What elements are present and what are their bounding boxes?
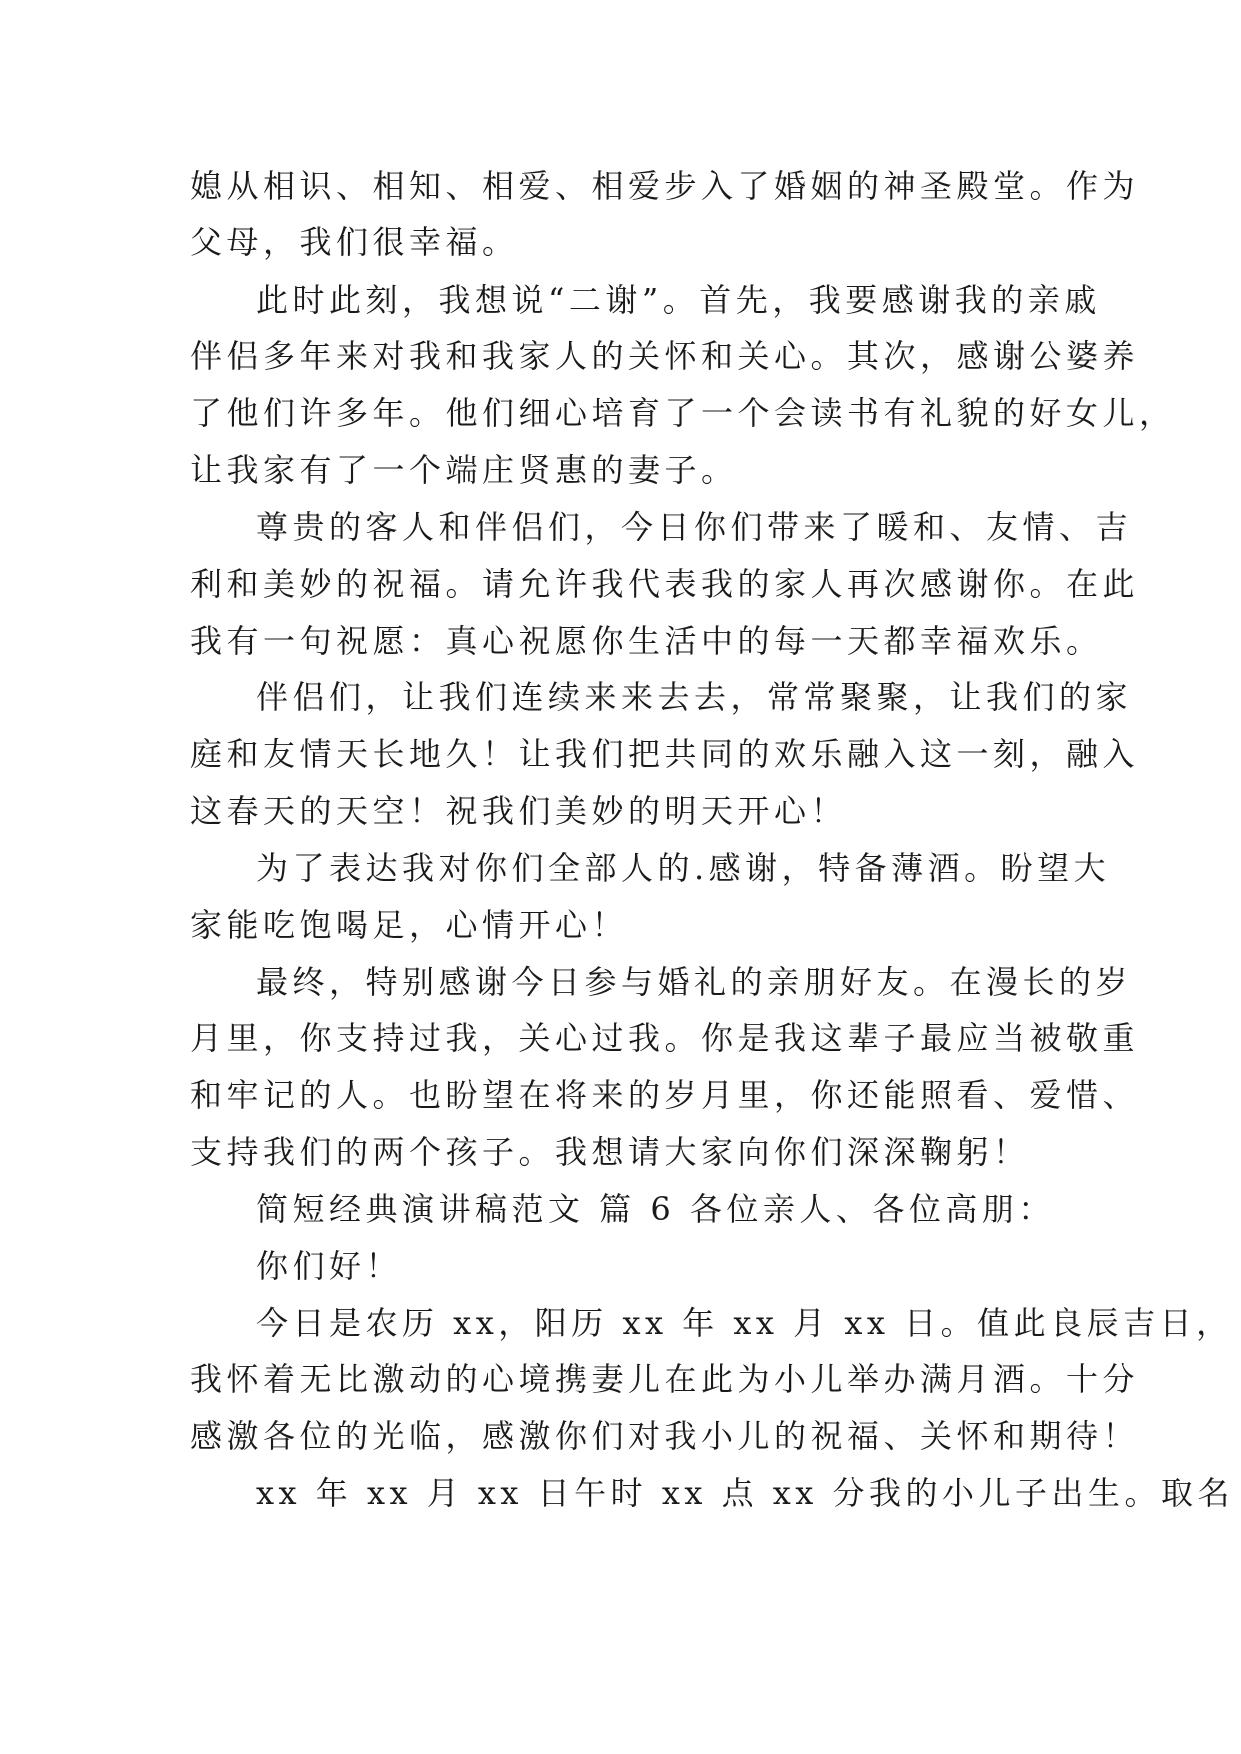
section-heading: 简短经典演讲稿范文 篇 6 各位亲人、各位高朋： xyxy=(256,1190,1055,1228)
text-line: 利和美妙的祝福。请允许我代表我的家人再次感谢你。在此 xyxy=(190,565,1140,603)
text-line: 媳从相识、相知、相爱、相爱步入了婚姻的神圣殿堂。作为 xyxy=(190,167,1140,205)
greeting: 你们好！ xyxy=(256,1247,403,1285)
text-line: 伴侣多年来对我和我家人的关怀和关心。其次，感谢公婆养 xyxy=(190,337,1140,375)
text-line: 我有一句祝愿：真心祝愿你生活中的每一天都幸福欢乐。 xyxy=(190,622,1103,660)
text-line: 家能吃饱喝足，心情开心！ xyxy=(190,906,629,944)
paragraph-start: 伴侣们，让我们连续来来去去，常常聚聚，让我们的家 xyxy=(256,678,1133,716)
text-line: 支持我们的两个孩子。我想请大家向你们深深鞠躬！ xyxy=(190,1133,1030,1171)
text-line: 我怀着无比激动的心境携妻儿在此为小儿举办满月酒。十分 xyxy=(190,1360,1140,1398)
paragraph-start: 此时此刻，我想说“二谢”。首先，我要感谢我的亲戚 xyxy=(256,281,1101,319)
paragraph-start: 今日是农历 xx，阳历 xx 年 xx 月 xx 日。值此良辰吉日， xyxy=(256,1304,1233,1342)
paragraph-start: xx 年 xx 月 xx 日午时 xx 点 xx 分我的小儿子出生。取名 xyxy=(256,1474,1235,1512)
paragraph-start: 最终，特别感谢今日参与婚礼的亲朋好友。在漫长的岁 xyxy=(256,963,1133,1001)
text-line: 感激各位的光临，感激你们对我小儿的祝福、关怀和期待！ xyxy=(190,1417,1140,1455)
text-line: 和牢记的人。也盼望在将来的岁月里，你还能照看、爱惜、 xyxy=(190,1076,1140,1114)
text-line: 庭和友情天长地久！让我们把共同的欢乐融入这一刻，融入 xyxy=(190,735,1140,773)
text-line: 月里，你支持过我，关心过我。你是我这辈子最应当被敬重 xyxy=(190,1019,1140,1057)
text-line: 了他们许多年。他们细心培育了一个会读书有礼貌的好女儿， xyxy=(190,394,1176,432)
text-line: 父母，我们很幸福。 xyxy=(190,223,519,261)
paragraph-start: 为了表达我对你们全部人的.感谢，特备薄酒。盼望大 xyxy=(256,849,1111,887)
text-line: 让我家有了一个端庄贤惠的妻子。 xyxy=(190,451,738,489)
text-line: 这春天的天空！祝我们美妙的明天开心！ xyxy=(190,792,848,830)
paragraph-start: 尊贵的客人和伴侣们，今日你们带来了暖和、友情、吉 xyxy=(256,508,1133,546)
